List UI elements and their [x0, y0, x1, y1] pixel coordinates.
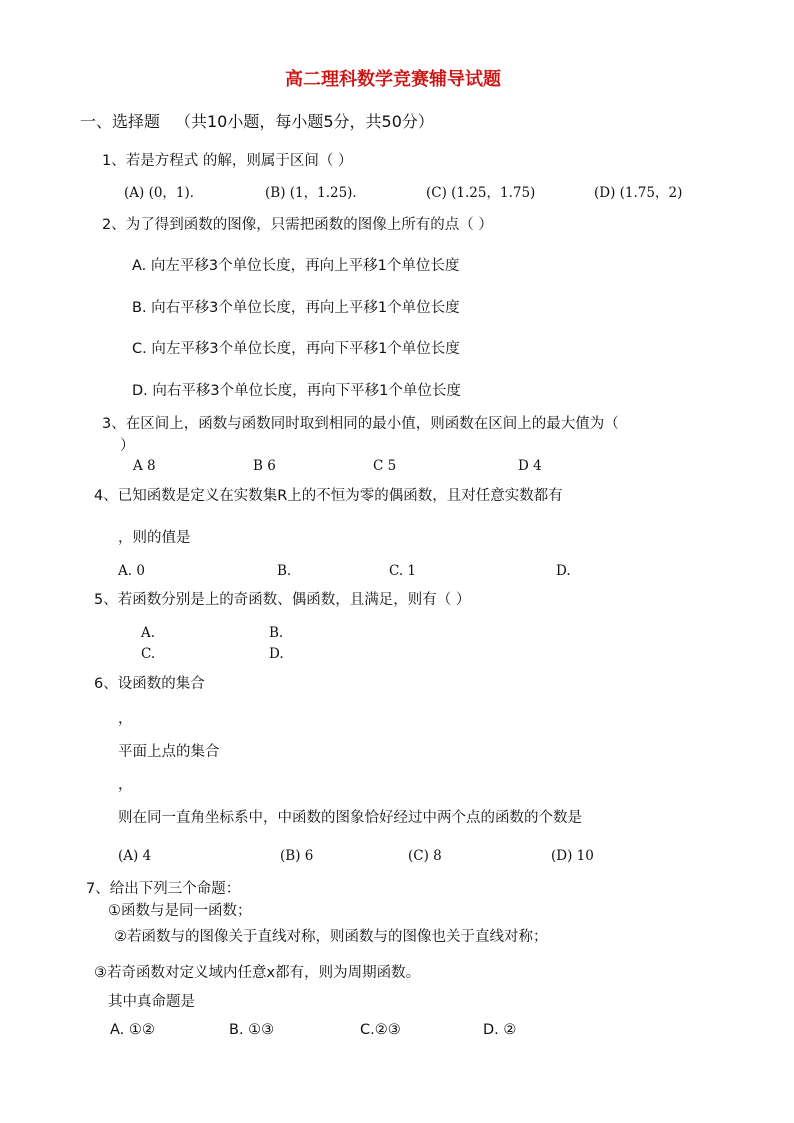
question-5-option-c: C. — [141, 646, 156, 662]
question-4-option-c: C. 1 — [389, 563, 417, 579]
question-6-line-3: 则在同一直角坐标系中，中函数的图象恰好经过中两个点的函数的个数是 — [118, 810, 582, 826]
question-4-stem-continued: ，则的值是 — [118, 530, 191, 546]
question-3-stem-continued: ） — [120, 438, 135, 454]
question-5-option-a: A. — [141, 625, 156, 641]
section-note: （共10小题，每小题5分，共50分） — [175, 112, 434, 131]
question-7-option-c: C.②③ — [360, 1022, 401, 1038]
question-3-option-a: A 8 — [133, 458, 156, 474]
question-1-option-d: (D) (1.75，2) — [594, 185, 683, 201]
question-6-comma-2: ， — [118, 777, 133, 793]
question-7-option-d: D. ② — [483, 1022, 517, 1038]
section-heading: 一、选择题 — [80, 112, 161, 131]
question-7-option-b: B. ①③ — [229, 1022, 275, 1038]
question-7-proposition-1: ①函数与是同一函数； — [108, 903, 252, 919]
question-3-stem: 3、在区间上，函数与函数同时取到相同的最小值，则函数在区间上的最大值为（ — [102, 416, 619, 432]
question-5-option-b: B. — [269, 625, 284, 641]
question-6-option-a: (A) 4 — [118, 848, 152, 864]
question-4-stem: 4、已知函数是定义在实数集R上的不恒为零的偶函数，且对任意实数都有 — [94, 488, 563, 504]
question-3-option-c: C 5 — [373, 458, 397, 474]
question-1-stem: 1、若是方程式 的解，则属于区间（ ） — [102, 153, 353, 169]
question-1-option-a: (A) (0，1)． — [124, 185, 204, 201]
question-6-option-b: (B) 6 — [280, 848, 314, 864]
question-7-ask: 其中真命题是 — [108, 994, 195, 1010]
question-7-option-a: A. ①② — [110, 1022, 155, 1038]
question-3-option-b: B 6 — [253, 458, 276, 474]
question-4-option-b: B. — [277, 563, 292, 579]
question-3-option-d: D 4 — [518, 458, 542, 474]
question-7-proposition-2: ②若函数与的图像关于直线对称，则函数与的图像也关于直线对称； — [114, 929, 548, 945]
question-2-option-c: C. 向左平移3个单位长度，再向下平移1个单位长度 — [132, 341, 460, 357]
question-2-option-b: B. 向右平移3个单位长度，再向上平移1个单位长度 — [132, 300, 460, 316]
page-title: 高二理科数学竞赛辅导试题 — [285, 69, 501, 90]
question-4-option-a: A. 0 — [118, 563, 145, 579]
question-2-stem: 2、为了得到函数的图像，只需把函数的图像上所有的点（ ） — [102, 217, 493, 233]
question-6-option-c: (C) 8 — [408, 848, 442, 864]
question-6-option-d: (D) 10 — [551, 848, 594, 864]
question-6-stem: 6、设函数的集合 — [94, 676, 205, 692]
question-5-option-d: D. — [269, 646, 284, 662]
question-7-proposition-3: ③若奇函数对定义域内任意x都有，则为周期函数。 — [94, 965, 421, 981]
question-1-option-c: (C) (1.25，1.75) — [426, 185, 536, 201]
question-4-option-d: D. — [556, 563, 571, 579]
question-2-option-d: D. 向右平移3个单位长度，再向下平移1个单位长度 — [132, 383, 461, 399]
question-2-option-a: A. 向左平移3个单位长度，再向上平移1个单位长度 — [132, 258, 460, 274]
question-6-comma-1: ， — [118, 711, 133, 727]
question-6-line-2: 平面上点的集合 — [118, 744, 220, 760]
question-7-stem: 7、给出下列三个命题： — [86, 881, 241, 897]
question-5-stem: 5、若函数分别是上的奇函数、偶函数，且满足，则有（ ） — [94, 592, 471, 608]
question-1-option-b: (B) (1，1.25)． — [265, 185, 366, 201]
